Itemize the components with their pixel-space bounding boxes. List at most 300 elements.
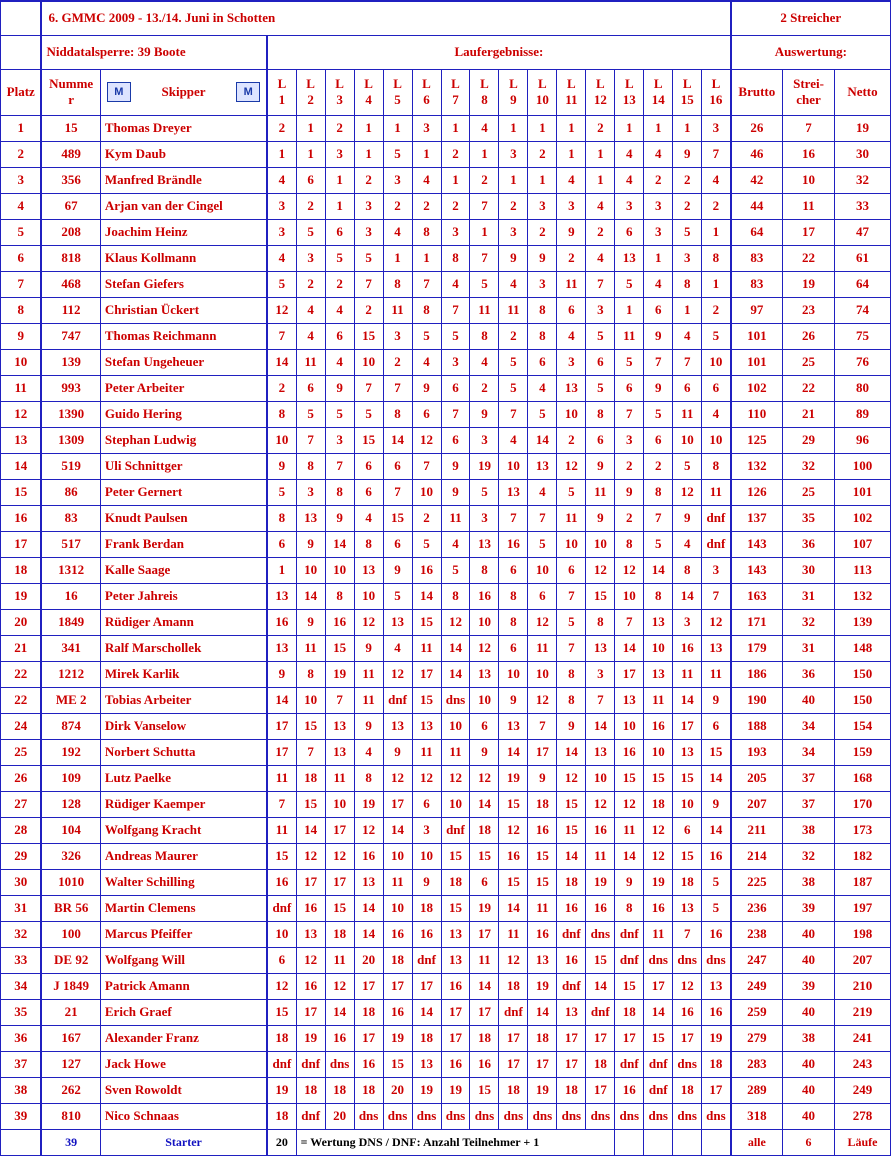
- race-result-cell: 14: [557, 843, 586, 869]
- race-result-cell: 4: [615, 141, 644, 167]
- race-result-cell: 9: [412, 375, 441, 401]
- race-result-cell: 10: [528, 661, 557, 687]
- race-result-cell: 17: [325, 817, 354, 843]
- race-result-cell: 12: [383, 661, 412, 687]
- race-result-cell: dnf: [702, 505, 731, 531]
- race-result-cell: 15: [296, 791, 325, 817]
- race-number: 15: [680, 92, 694, 107]
- race-result-cell: 2: [267, 375, 296, 401]
- race-result-cell: 2: [354, 167, 383, 193]
- header-race-13: [615, 69, 644, 115]
- platz-cell: 31: [1, 895, 42, 921]
- race-result-cell: 10: [673, 427, 702, 453]
- race-result-cell: dnf: [267, 895, 296, 921]
- platz-cell: 29: [1, 843, 42, 869]
- race-result-cell: 19: [470, 895, 499, 921]
- race-result-cell: 12: [296, 843, 325, 869]
- race-result-cell: 1: [354, 115, 383, 141]
- race-result-cell: 13: [383, 713, 412, 739]
- race-result-cell: 12: [470, 635, 499, 661]
- race-result-cell: 5: [412, 531, 441, 557]
- race-result-cell: 1: [615, 297, 644, 323]
- race-result-cell: 6: [499, 557, 528, 583]
- race-result-cell: 19: [412, 1077, 441, 1103]
- streicher-cell: 40: [783, 1103, 835, 1129]
- skipper-cell: Thomas Dreyer: [100, 115, 267, 141]
- race-result-cell: 5: [354, 245, 383, 271]
- netto-cell: 207: [834, 947, 890, 973]
- race-result-cell: 3: [673, 609, 702, 635]
- race-result-cell: 8: [296, 453, 325, 479]
- brutto-cell: 186: [731, 661, 783, 687]
- race-result-cell: 3: [557, 349, 586, 375]
- race-result-cell: 12: [673, 479, 702, 505]
- race-result-cell: dns: [702, 1103, 731, 1129]
- brutto-cell: 163: [731, 583, 783, 609]
- race-result-cell: 12: [412, 427, 441, 453]
- race-result-cell: 18: [673, 1077, 702, 1103]
- race-result-cell: 4: [267, 245, 296, 271]
- race-result-cell: 4: [702, 401, 731, 427]
- skipper-cell: Stefan Ungeheuer: [100, 349, 267, 375]
- sail-number-cell: 83: [41, 505, 100, 531]
- race-result-cell: 15: [615, 973, 644, 999]
- streicher-cell: 32: [783, 609, 835, 635]
- race-result-cell: 8: [702, 453, 731, 479]
- race-result-cell: 16: [470, 1051, 499, 1077]
- race-result-cell: 13: [470, 531, 499, 557]
- race-result-cell: 6: [499, 635, 528, 661]
- race-result-cell: 6: [325, 219, 354, 245]
- race-result-cell: 13: [499, 713, 528, 739]
- race-result-cell: 7: [296, 427, 325, 453]
- brutto-cell: 46: [731, 141, 783, 167]
- race-result-cell: 7: [586, 687, 615, 713]
- netto-cell: 113: [834, 557, 890, 583]
- table-row: [1, 635, 891, 661]
- race-result-cell: 12: [528, 687, 557, 713]
- race-result-cell: 2: [412, 505, 441, 531]
- race-result-cell: 18: [296, 765, 325, 791]
- race-result-cell: 15: [383, 505, 412, 531]
- race-result-cell: 9: [644, 323, 673, 349]
- sail-number-cell: 1212: [41, 661, 100, 687]
- race-result-cell: 14: [412, 583, 441, 609]
- race-result-cell: 15: [499, 869, 528, 895]
- race-result-cell: 14: [383, 427, 412, 453]
- race-result-cell: 14: [528, 427, 557, 453]
- race-result-cell: 15: [383, 1051, 412, 1077]
- race-result-cell: dns: [702, 947, 731, 973]
- race-result-cell: 13: [702, 973, 731, 999]
- race-result-cell: 10: [325, 791, 354, 817]
- brutto-cell: 214: [731, 843, 783, 869]
- platz-cell: 26: [1, 765, 42, 791]
- footer-empty: [702, 1129, 731, 1155]
- streicher-cell: 10: [783, 167, 835, 193]
- race-result-cell: 2: [383, 193, 412, 219]
- race-result-cell: 11: [296, 635, 325, 661]
- race-result-cell: 6: [296, 375, 325, 401]
- table-row: [1, 1077, 891, 1103]
- race-result-cell: 5: [470, 479, 499, 505]
- header-skipper-label: Skipper: [161, 84, 206, 99]
- race-result-cell: dnf: [644, 1051, 673, 1077]
- race-result-cell: 9: [499, 245, 528, 271]
- race-result-cell: 10: [528, 557, 557, 583]
- race-result-cell: 7: [267, 323, 296, 349]
- table-row: [1, 427, 891, 453]
- header-race-15: [673, 69, 702, 115]
- sail-number-cell: 167: [41, 1025, 100, 1051]
- race-result-cell: 12: [441, 765, 470, 791]
- race-result-cell: 7: [441, 401, 470, 427]
- race-result-cell: 16: [325, 609, 354, 635]
- race-result-cell: 13: [412, 1051, 441, 1077]
- race-result-cell: 10: [412, 843, 441, 869]
- race-result-cell: 4: [470, 349, 499, 375]
- race-result-cell: 8: [325, 479, 354, 505]
- brutto-cell: 188: [731, 713, 783, 739]
- race-result-cell: 8: [383, 401, 412, 427]
- race-result-cell: 10: [383, 895, 412, 921]
- race-result-cell: 16: [383, 921, 412, 947]
- race-result-cell: dnf: [557, 973, 586, 999]
- race-result-cell: 10: [325, 557, 354, 583]
- race-result-cell: 7: [557, 583, 586, 609]
- sail-number-cell: 874: [41, 713, 100, 739]
- netto-cell: 47: [834, 219, 890, 245]
- race-result-cell: 14: [586, 713, 615, 739]
- race-result-cell: 5: [296, 219, 325, 245]
- race-result-cell: 13: [586, 635, 615, 661]
- race-result-cell: 13: [325, 713, 354, 739]
- race-result-cell: 8: [644, 479, 673, 505]
- race-result-cell: 13: [557, 375, 586, 401]
- header-race-11: [557, 69, 586, 115]
- race-result-cell: 4: [557, 323, 586, 349]
- venue-title: Niddatalsperre: 39 Boote: [41, 35, 267, 69]
- table-row: [1, 323, 891, 349]
- platz-cell: 36: [1, 1025, 42, 1051]
- streicher-cell: 40: [783, 921, 835, 947]
- race-result-cell: 2: [470, 167, 499, 193]
- race-result-cell: 13: [586, 739, 615, 765]
- sail-number-cell: 16: [41, 583, 100, 609]
- race-number: 2: [307, 92, 314, 107]
- netto-cell: 74: [834, 297, 890, 323]
- skipper-cell: Uli Schnittger: [100, 453, 267, 479]
- race-result-cell: 17: [412, 973, 441, 999]
- streicher-cell: 34: [783, 739, 835, 765]
- race-result-cell: 19: [441, 1077, 470, 1103]
- race-result-cell: 5: [441, 323, 470, 349]
- note-text: = Wertung DNS / DNF: Anzahl Teilnehmer + 1: [296, 1129, 615, 1155]
- race-result-cell: 2: [586, 115, 615, 141]
- race-result-cell: 19: [702, 1025, 731, 1051]
- race-result-cell: 8: [586, 401, 615, 427]
- race-result-cell: 15: [267, 843, 296, 869]
- race-result-cell: 7: [325, 453, 354, 479]
- brutto-cell: 279: [731, 1025, 783, 1051]
- sail-number-cell: 112: [41, 297, 100, 323]
- race-result-cell: 16: [528, 817, 557, 843]
- alle-label: alle: [731, 1129, 783, 1155]
- race-result-cell: 6: [412, 401, 441, 427]
- race-result-cell: 16: [412, 921, 441, 947]
- sail-number-cell: 341: [41, 635, 100, 661]
- sail-number-cell: 1010: [41, 869, 100, 895]
- netto-cell: 96: [834, 427, 890, 453]
- header-race-16: [702, 69, 731, 115]
- header-race-9: [499, 69, 528, 115]
- race-result-cell: 7: [673, 921, 702, 947]
- race-result-cell: 5: [383, 141, 412, 167]
- race-result-cell: 12: [412, 765, 441, 791]
- platz-cell: 4: [1, 193, 42, 219]
- race-result-cell: 13: [528, 453, 557, 479]
- race-result-cell: 6: [702, 713, 731, 739]
- platz-cell: 13: [1, 427, 42, 453]
- race-result-cell: 10: [644, 635, 673, 661]
- race-result-cell: 11: [383, 297, 412, 323]
- race-prefix: L: [480, 76, 489, 91]
- race-result-cell: 1: [499, 167, 528, 193]
- race-result-cell: 10: [702, 349, 731, 375]
- streicher-cell: 38: [783, 817, 835, 843]
- race-result-cell: 16: [499, 531, 528, 557]
- race-result-cell: 4: [412, 167, 441, 193]
- race-result-cell: 12: [557, 765, 586, 791]
- race-result-cell: 7: [412, 453, 441, 479]
- race-result-cell: 18: [470, 817, 499, 843]
- race-result-cell: 3: [354, 193, 383, 219]
- race-result-cell: 11: [615, 323, 644, 349]
- race-result-cell: 6: [412, 791, 441, 817]
- brutto-cell: 83: [731, 271, 783, 297]
- table-row: [1, 791, 891, 817]
- race-result-cell: 10: [586, 531, 615, 557]
- race-result-cell: 7: [470, 245, 499, 271]
- race-result-cell: 3: [528, 193, 557, 219]
- netto-cell: 139: [834, 609, 890, 635]
- race-result-cell: 1: [325, 193, 354, 219]
- platz-cell: 21: [1, 635, 42, 661]
- sail-number-cell: 104: [41, 817, 100, 843]
- sail-number-cell: 489: [41, 141, 100, 167]
- race-result-cell: 3: [499, 219, 528, 245]
- brutto-cell: 211: [731, 817, 783, 843]
- sail-number-cell: 127: [41, 1051, 100, 1077]
- race-result-cell: 17: [383, 973, 412, 999]
- table-row: [1, 505, 891, 531]
- race-result-cell: 15: [644, 765, 673, 791]
- race-result-cell: 9: [354, 635, 383, 661]
- race-result-cell: 15: [441, 895, 470, 921]
- race-result-cell: 17: [267, 739, 296, 765]
- race-result-cell: 8: [557, 661, 586, 687]
- race-result-cell: 11: [644, 687, 673, 713]
- race-result-cell: 16: [615, 1077, 644, 1103]
- race-result-cell: 8: [441, 245, 470, 271]
- race-result-cell: 10: [702, 427, 731, 453]
- race-result-cell: 8: [354, 531, 383, 557]
- race-result-cell: 9: [354, 713, 383, 739]
- table-row: [1, 297, 891, 323]
- table-row: [1, 141, 891, 167]
- platz-cell: 18: [1, 557, 42, 583]
- platz-cell: 22: [1, 661, 42, 687]
- race-result-cell: 16: [644, 895, 673, 921]
- race-result-cell: 1: [296, 141, 325, 167]
- race-result-cell: 9: [586, 453, 615, 479]
- race-result-cell: 7: [702, 141, 731, 167]
- race-result-cell: 5: [267, 271, 296, 297]
- race-result-cell: 15: [325, 895, 354, 921]
- platz-cell: 3: [1, 167, 42, 193]
- race-result-cell: dns: [383, 1103, 412, 1129]
- table-row: [1, 765, 891, 791]
- race-result-cell: 5: [528, 401, 557, 427]
- platz-cell: 39: [1, 1103, 42, 1129]
- netto-cell: 33: [834, 193, 890, 219]
- brutto-cell: 42: [731, 167, 783, 193]
- streicher-cell: 25: [783, 349, 835, 375]
- race-result-cell: 17: [615, 661, 644, 687]
- streicher-cell: 40: [783, 687, 835, 713]
- race-result-cell: 14: [470, 973, 499, 999]
- race-result-cell: 2: [412, 193, 441, 219]
- race-result-cell: 9: [296, 609, 325, 635]
- race-result-cell: 18: [325, 1077, 354, 1103]
- streicher-cell: 37: [783, 765, 835, 791]
- race-result-cell: 18: [383, 947, 412, 973]
- netto-cell: 219: [834, 999, 890, 1025]
- skipper-cell: Thomas Reichmann: [100, 323, 267, 349]
- race-result-cell: 3: [644, 193, 673, 219]
- race-result-cell: 9: [586, 505, 615, 531]
- streicher-cell: 22: [783, 375, 835, 401]
- header-nummer-line1: Numme: [49, 76, 94, 91]
- race-result-cell: 17: [470, 999, 499, 1025]
- brutto-cell: 101: [731, 323, 783, 349]
- starter-label: Starter: [100, 1129, 267, 1155]
- skipper-cell: Nico Schnaas: [100, 1103, 267, 1129]
- platz-cell: 1: [1, 115, 42, 141]
- streicher-cell: 40: [783, 1077, 835, 1103]
- race-result-cell: 12: [528, 609, 557, 635]
- skipper-cell: Rüdiger Kaemper: [100, 791, 267, 817]
- table-row: [1, 167, 891, 193]
- race-result-cell: 18: [499, 1077, 528, 1103]
- race-result-cell: 7: [354, 271, 383, 297]
- race-result-cell: 12: [615, 557, 644, 583]
- race-result-cell: 8: [528, 297, 557, 323]
- race-result-cell: 14: [325, 531, 354, 557]
- race-result-cell: 4: [702, 167, 731, 193]
- race-result-cell: 10: [441, 791, 470, 817]
- race-result-cell: 4: [325, 297, 354, 323]
- race-result-cell: 19: [528, 1077, 557, 1103]
- race-result-cell: 1: [267, 141, 296, 167]
- header-race-5: [383, 69, 412, 115]
- race-prefix: L: [682, 76, 692, 91]
- netto-cell: 75: [834, 323, 890, 349]
- race-result-cell: 9: [528, 765, 557, 791]
- header-platz: Platz: [1, 69, 42, 115]
- race-result-cell: 11: [470, 947, 499, 973]
- race-result-cell: 9: [557, 713, 586, 739]
- race-result-cell: 15: [557, 791, 586, 817]
- skipper-cell: Joachim Heinz: [100, 219, 267, 245]
- race-result-cell: 15: [586, 947, 615, 973]
- race-result-cell: 7: [644, 349, 673, 375]
- race-result-cell: 3: [615, 427, 644, 453]
- race-result-cell: 19: [325, 661, 354, 687]
- race-result-cell: 12: [296, 947, 325, 973]
- race-result-cell: 18: [325, 921, 354, 947]
- race-result-cell: 16: [470, 583, 499, 609]
- race-result-cell: 3: [267, 219, 296, 245]
- race-number: 10: [535, 92, 549, 107]
- race-result-cell: 15: [354, 427, 383, 453]
- race-result-cell: 10: [586, 765, 615, 791]
- race-result-cell: 5: [586, 323, 615, 349]
- race-result-cell: 17: [557, 1051, 586, 1077]
- race-result-cell: 16: [296, 895, 325, 921]
- brutto-cell: 249: [731, 973, 783, 999]
- race-result-cell: 2: [499, 193, 528, 219]
- race-result-cell: 1: [557, 141, 586, 167]
- table-row: [1, 869, 891, 895]
- brutto-cell: 225: [731, 869, 783, 895]
- race-result-cell: 8: [702, 245, 731, 271]
- race-result-cell: 4: [499, 271, 528, 297]
- race-result-cell: 2: [557, 245, 586, 271]
- race-number: 4: [365, 92, 372, 107]
- platz-cell: 33: [1, 947, 42, 973]
- skipper-cell: Patrick Amann: [100, 973, 267, 999]
- table-row: [1, 349, 891, 375]
- race-result-cell: 2: [441, 193, 470, 219]
- race-result-cell: 14: [557, 739, 586, 765]
- header-streicher-line1: Strei-: [793, 76, 824, 91]
- streicher-cell: 40: [783, 947, 835, 973]
- race-result-cell: 2: [557, 427, 586, 453]
- race-number: 5: [394, 92, 401, 107]
- race-result-cell: 3: [412, 115, 441, 141]
- race-result-cell: 7: [528, 713, 557, 739]
- race-result-cell: 2: [383, 349, 412, 375]
- race-result-cell: 11: [673, 401, 702, 427]
- race-result-cell: 16: [615, 739, 644, 765]
- table-row: [1, 479, 891, 505]
- race-result-cell: 15: [528, 843, 557, 869]
- skipper-cell: Wolfgang Kracht: [100, 817, 267, 843]
- race-result-cell: 17: [586, 1025, 615, 1051]
- race-result-cell: 9: [557, 219, 586, 245]
- race-result-cell: 13: [383, 609, 412, 635]
- race-result-cell: 3: [441, 219, 470, 245]
- race-result-cell: 1: [702, 271, 731, 297]
- skipper-cell: Peter Jahreis: [100, 583, 267, 609]
- race-number: 14: [651, 92, 665, 107]
- table-row: [1, 895, 891, 921]
- race-result-cell: 11: [499, 297, 528, 323]
- race-result-cell: 14: [354, 921, 383, 947]
- streicher-cell: 39: [783, 895, 835, 921]
- sail-number-cell: 15: [41, 115, 100, 141]
